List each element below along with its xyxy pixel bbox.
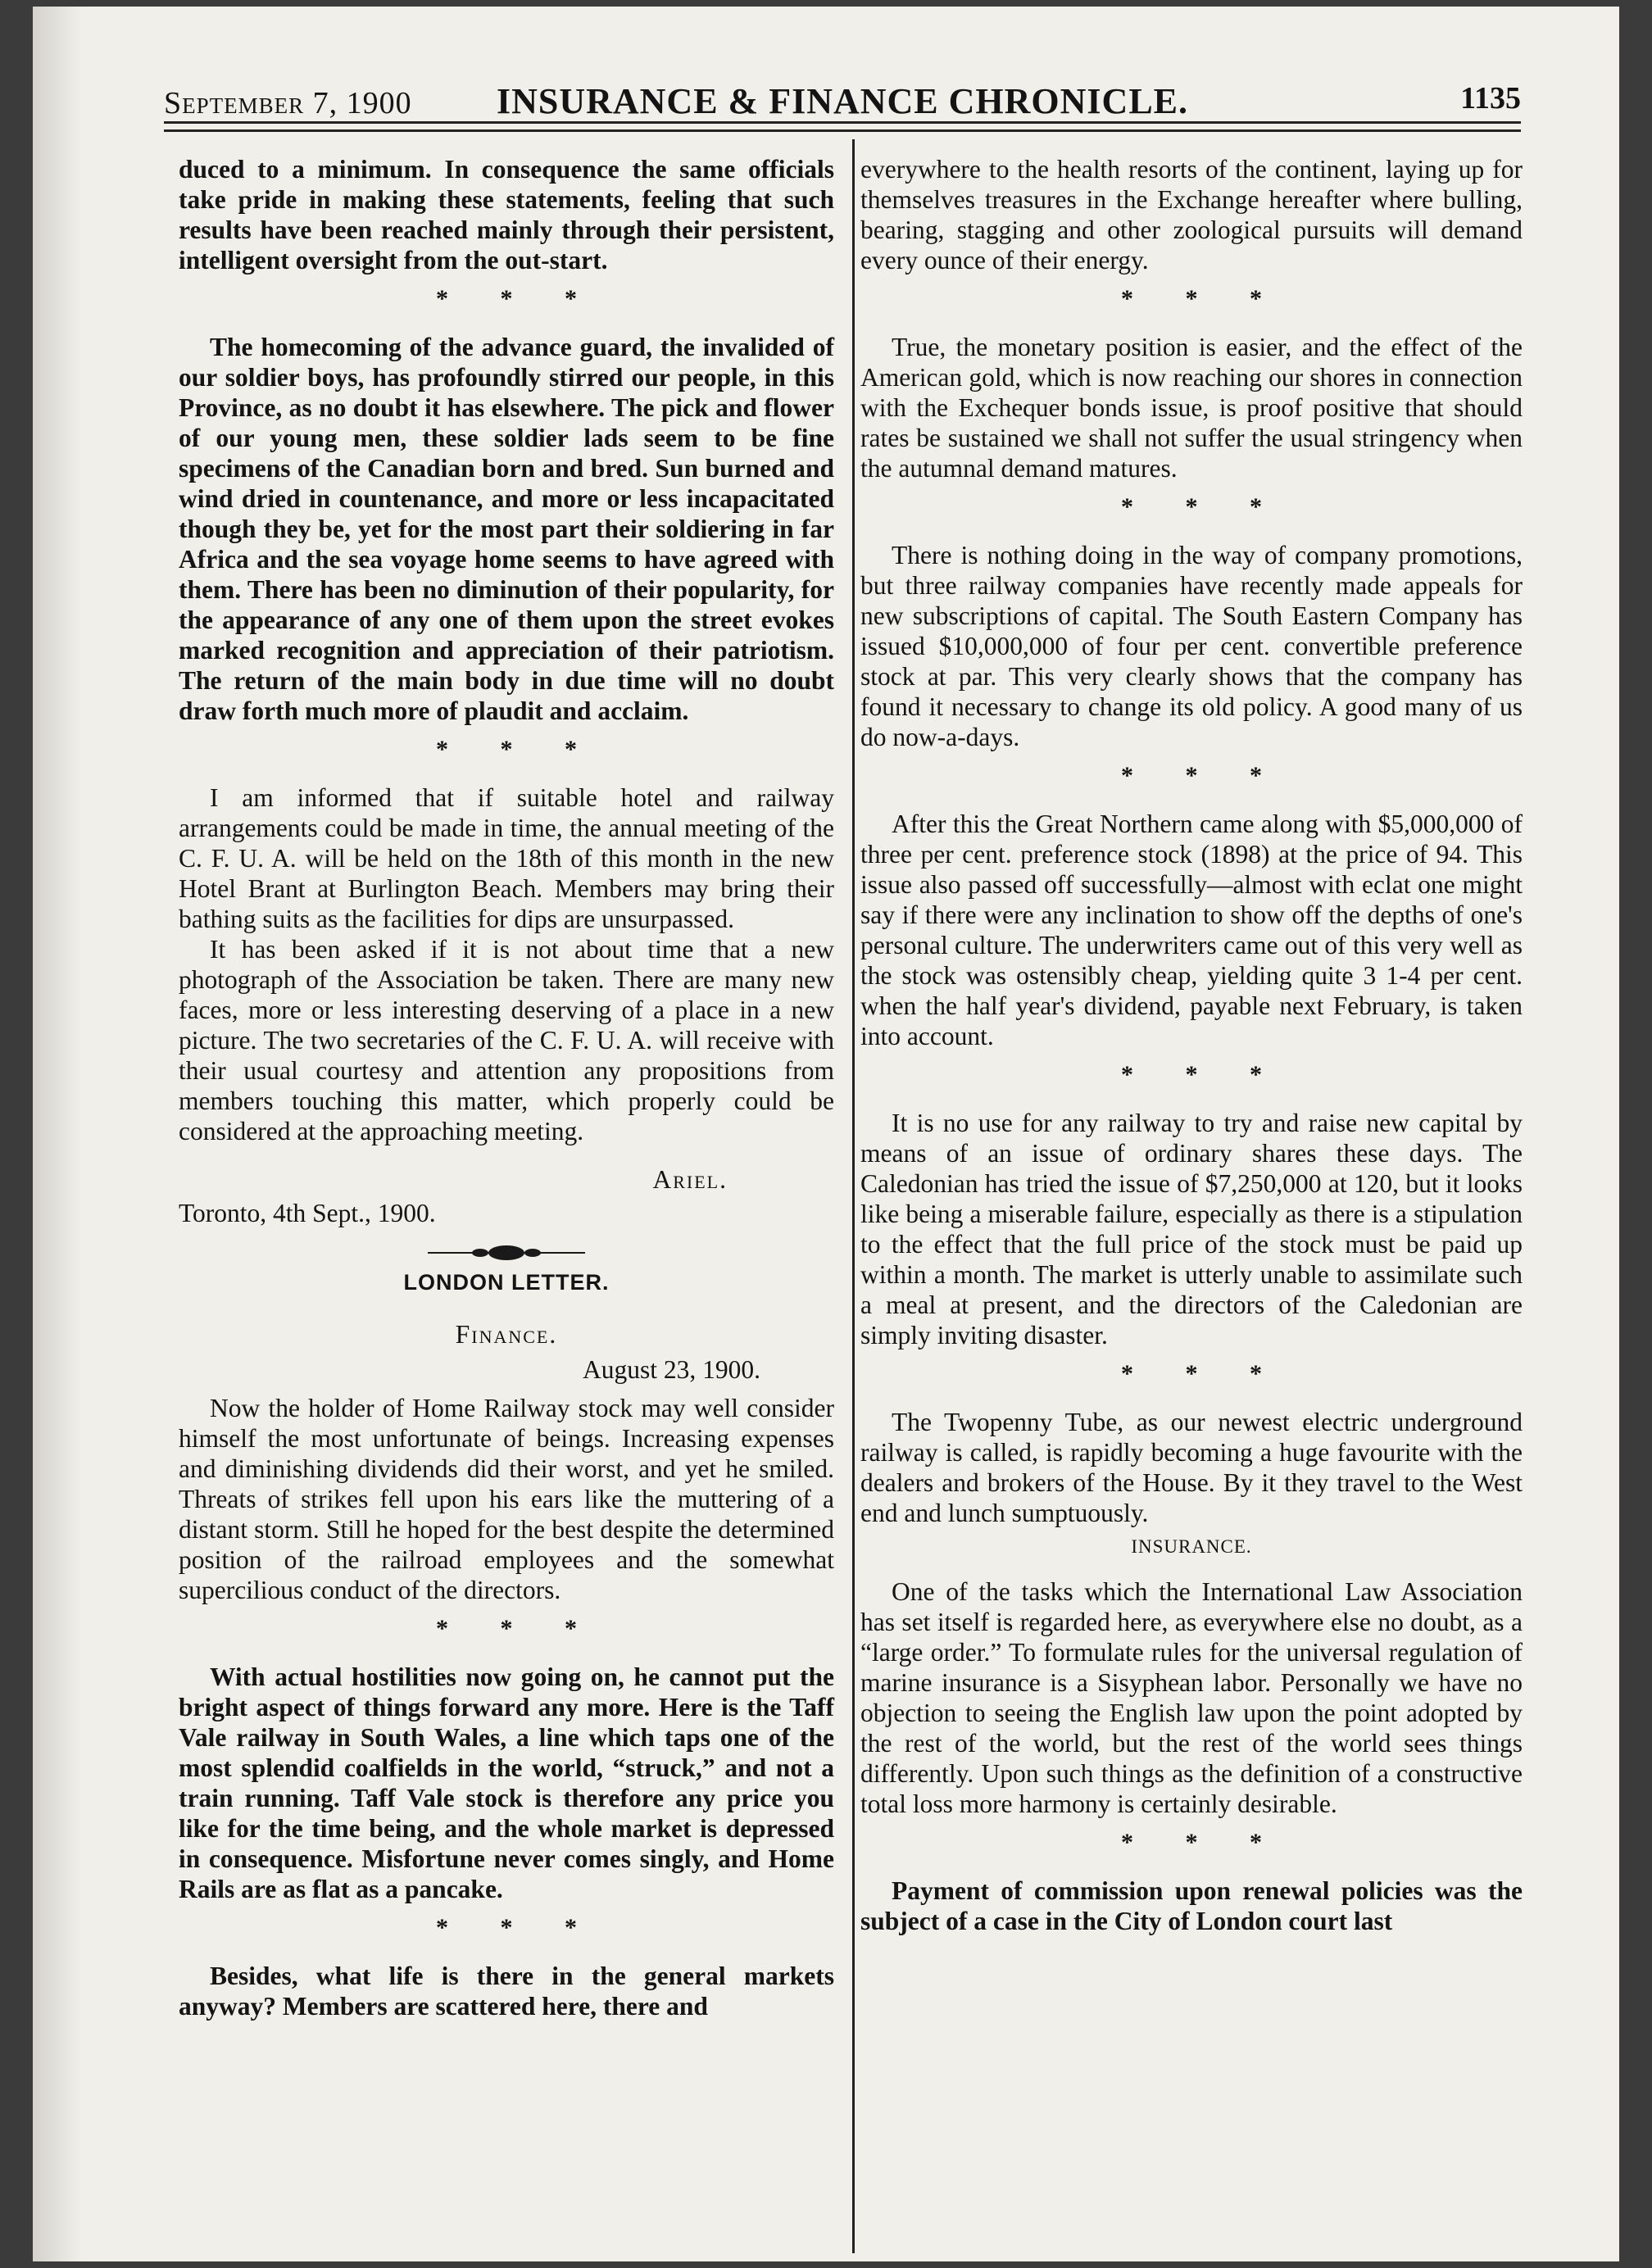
paragraph: everywhere to the health resorts of the continent, laying up for themselves treasures in the Exchange hereafter where bulling, bearing, stagging and other zoological pursuits will demand every ounce of their energy. xyxy=(860,155,1523,274)
section-separator: * * * xyxy=(1121,285,1285,312)
paragraph: Besides, what life is there in the general markets anyway? Members are scattered here, there and xyxy=(179,1962,834,2021)
section-separator: * * * xyxy=(1121,1061,1285,1088)
section-separator: * * * xyxy=(436,285,600,312)
section-separator: * * * xyxy=(1121,762,1285,789)
paragraph: The Twopenny Tube, as our newest electric underground railway is called, is rapidly becoming a huge favourite with the dealers and brokers of the House. By it they travel to the West end and lunch sumptuously. xyxy=(860,1408,1523,1527)
paragraph: duced to a minimum. In consequence the same officials take pride in making these statements, feeling that such results have been reached mainly through their persistent, intelligent oversight from the out-start. xyxy=(179,155,834,274)
insurance-heading: INSURANCE. xyxy=(1131,1536,1252,1557)
issue-date: September 7, 1900 xyxy=(164,86,412,120)
publication-title: INSURANCE & FINANCE CHRONICLE. xyxy=(496,81,1189,121)
paragraph: With actual hostilities now going on, he cannot put the bright aspect of things forward any more. Here is the Taff Vale railway in South Wales, a line which taps one of the most splendid coalfields in the world, “struck,” and not a train running. Taff Vale stock is therefore any price you like for the time being, and the whole market is depressed in consequence. Misfortune never comes singly, and Home Rails are as flat as a pancake. xyxy=(179,1662,834,1903)
right-column xyxy=(860,154,1523,1936)
newspaper-page xyxy=(33,7,1619,2261)
section-separator: * * * xyxy=(1121,493,1285,520)
dateline: Toronto, 4th Sept., 1900. xyxy=(179,1199,436,1227)
section-separator: * * * xyxy=(1121,1829,1285,1856)
page-edge-shadow xyxy=(33,7,82,2261)
paragraph: It is no use for any railway to try and raise new capital by means of an issue of ordinary shares these days. The Caledonian has tried the issue of $7,250,000 at 120, but it looks like being a miserable failure, especially as there is a stipulation to the effect that the full price of the stock must be paid up within a month. The market is utterly unable to assimilate such a meal at present, and the directors of the Caledonian are simply inviting disaster. xyxy=(860,1109,1523,1349)
paragraph: Now the holder of Home Railway stock may well consider himself the most unfortunate of beings. Increasing expenses and diminishing dividends did their worst, and yet he smiled. Threats of strikes fell upon his ears like the muttering of a distant storm. Still he hoped for the best despite the determined position of the railroad employees and the somewhat supercilious conduct of the directors. xyxy=(179,1394,834,1604)
section-separator: * * * xyxy=(436,1914,600,1941)
letter-date: August 23, 1900. xyxy=(582,1355,760,1384)
section-separator: * * * xyxy=(436,736,600,763)
section-separator: * * * xyxy=(1121,1360,1285,1387)
column-divider xyxy=(852,139,855,2253)
section-separator: * * * xyxy=(436,1615,600,1642)
header-rule-top xyxy=(164,121,1521,124)
author-signature: Ariel. xyxy=(652,1165,728,1194)
header-rule-bottom xyxy=(164,129,1521,132)
paragraph: It has been asked if it is not about time that a new photograph of the Association be taken. There are many new faces, more or less interesting deserving of a place in a new picture. The two secretaries of the C. F. U. A. will receive with their usual courtesy and attention any propositions from members touching this matter, which properly could be considered at the approaching meeting. xyxy=(179,935,834,1145)
paragraph: After this the Great Northern came along with $5,000,000 of three per cent. preference stock (1898) at the price of 94. This issue also passed off successfully—almost with eclat one might say if there were any inclination to show off the depths of one's personal culture. The underwriters came out of this very well as the stock was ostensibly cheap, yielding quite 3 1-4 per cent. when the half year's dividend, payable next February, is taken into account. xyxy=(860,810,1523,1050)
paragraph: Payment of commission upon renewal policies was the subject of a case in the City of London court last xyxy=(860,1876,1523,1935)
subheading: Finance. xyxy=(455,1320,558,1349)
paragraph: One of the tasks which the International Law Association has set itself is regarded here, as everywhere else no doubt, as a “large order.” To formulate rules for the universal regulation of marine insurance is a Sisyphean labor. Personally we have no objection to seeing the English law upon the point adopted by the rest of the world, but the rest of the world sees things differently. Upon such things as the definition of a constructive total loss more harmony is certainly desirable. xyxy=(860,1577,1523,1818)
left-column xyxy=(179,154,834,2021)
ornament-divider-icon xyxy=(424,1243,588,1263)
paragraph: The homecoming of the advance guard, the invalided of our soldier boys, has profoundly stirred our people, in this Province, as no doubt it has elsewhere. The pick and flower of our young men, these soldier lads seem to be fine specimens of the Canadian born and bred. Sun burned and wind dried in countenance, and more or less incapacitated though they be, yet for the most part their soldiering in far Africa and the sea voyage home seems to have agreed with them. There has been no diminution of their popularity, for the appearance of any one of them upon the street evokes marked recognition and appreciation of their patriotism. The return of the main body in due time will no doubt draw forth much more of plaudit and acclaim. xyxy=(179,333,834,725)
paragraph: There is nothing doing in the way of company promotions, but three railway companies have recently made appeals for new subscriptions of capital. The South Eastern Company has issued $10,000,000 of four per cent. convertible preference stock at par. This very clearly shows that the company has found it necessary to change its old policy. A good many of us do now-a-days. xyxy=(860,541,1523,751)
paragraph: I am informed that if suitable hotel and railway arrangements could be made in time, the annual meeting of the C. F. U. A. will be held on the 18th of this month in the new Hotel Brant at Burlington Beach. Members may bring their bathing suits as the facilities for dips are unsurpassed. xyxy=(179,783,834,933)
page-number: 1135 xyxy=(1460,81,1521,116)
section-title: LONDON LETTER. xyxy=(403,1270,610,1295)
paragraph: True, the monetary position is easier, and the effect of the American gold, which is now reaching our shores in connection with the Exchequer bonds issue, is proof positive that should rates be sustained we shall not suffer the usual stringency when the autumnal demand matures. xyxy=(860,333,1523,483)
